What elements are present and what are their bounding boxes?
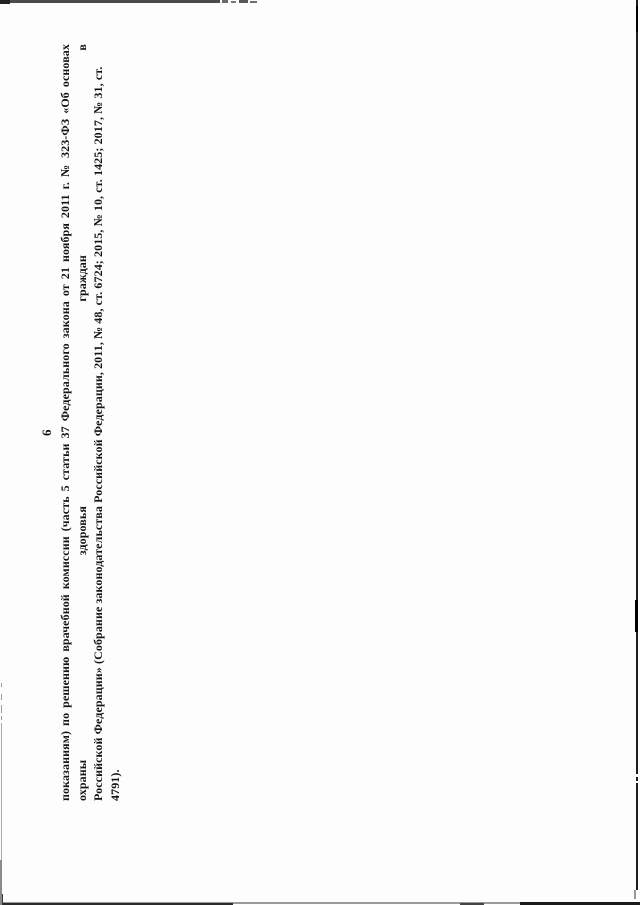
scan-edge-right xyxy=(636,0,638,890)
page-number: 6 xyxy=(39,429,54,436)
scan-edge-top-corner xyxy=(0,0,10,4)
scan-edge-bottom-dark xyxy=(520,902,640,905)
scan-edge-top-dash xyxy=(239,0,248,3)
scan-edge-top-dash xyxy=(231,1,236,3)
scan-edge-left-dash xyxy=(1,694,2,700)
scan-edge-left-dash xyxy=(1,705,2,713)
document-paragraph xyxy=(57,44,123,801)
scan-edge-right-blob xyxy=(635,600,638,632)
scan-edge-top-dash xyxy=(222,0,228,3)
scan-edge-right-tail xyxy=(634,890,636,899)
scan-edge-bottom-dark xyxy=(460,903,484,905)
scan-edge-right-gap xyxy=(635,774,639,777)
scan-edge-right-blob xyxy=(636,6,639,32)
scan-edge-left-dash xyxy=(1,716,2,720)
paragraph-line-2: Российской Федерации» (Собрание законодательства Российской Федерации, 2011, № 48, ст. 6724; 2015, № 10, ст. 1425; 2017, № 31, ст. 4791). xyxy=(91,66,122,801)
scan-edge-left-dark xyxy=(0,860,2,905)
scan-edge-right-gap xyxy=(635,781,639,783)
paragraph-line-1: показаниям) по решению врачебной комиссии (часть 5 статьи 37 Федерального закона от 21 ноября 2011 г. № 323-ФЗ «Об основах охраны здоровья граждан в xyxy=(58,44,89,801)
scan-edge-top-dash xyxy=(250,1,257,3)
scan-edge-left-dash xyxy=(1,683,2,687)
scan-edge-top xyxy=(0,0,220,3)
scan-edge-bottom-dark xyxy=(0,903,233,905)
